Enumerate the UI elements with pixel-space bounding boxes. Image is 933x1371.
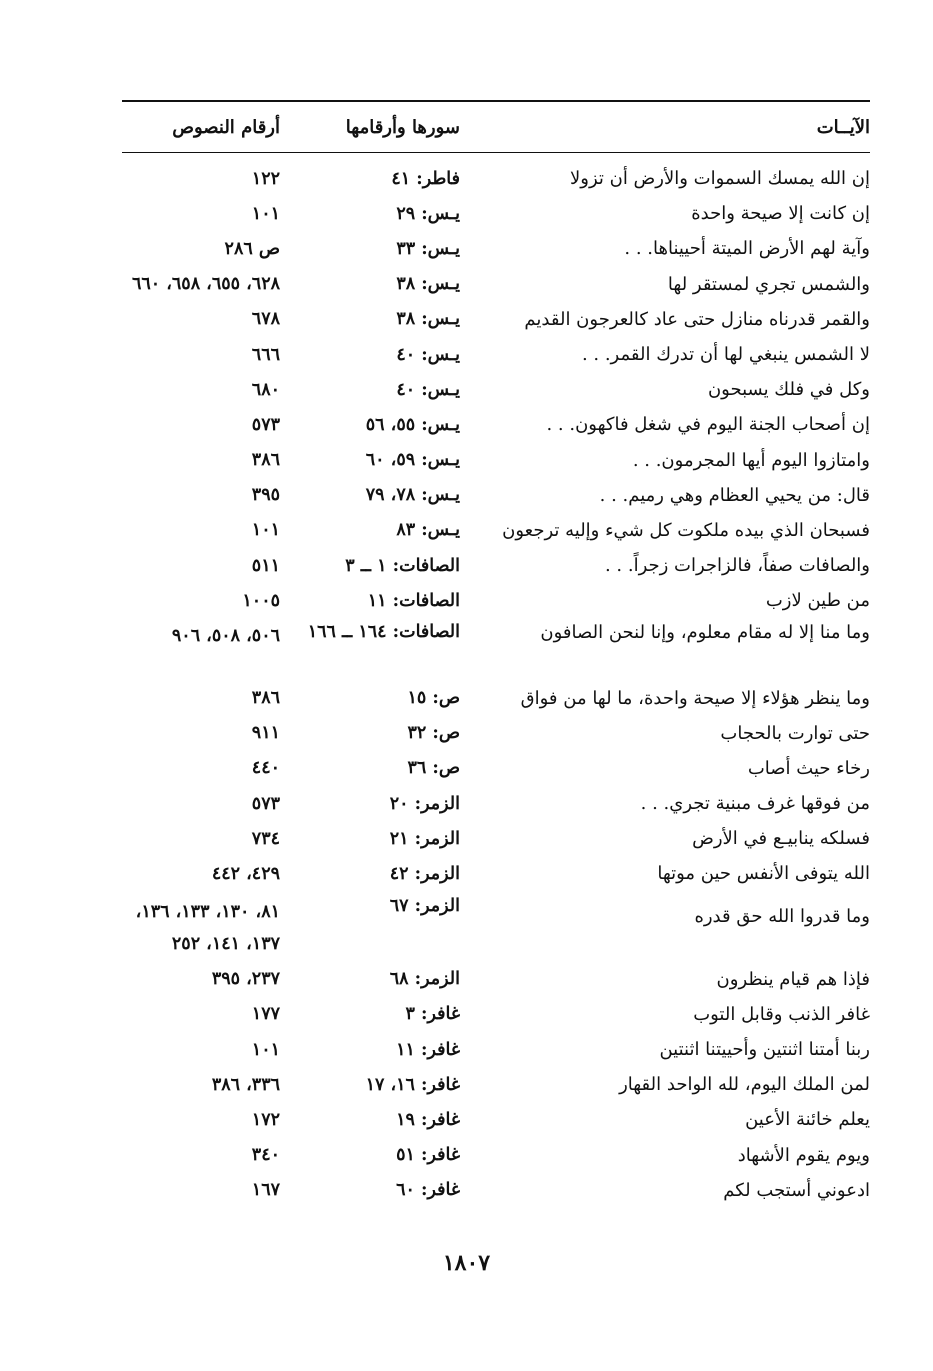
header-verses: الآيــات (816, 116, 870, 138)
table-row (122, 302, 870, 337)
verse-text: وما قدروا الله حق قدره (694, 905, 870, 927)
table-row (122, 821, 870, 856)
text-numbers: ١٠١ (251, 203, 280, 224)
sura-reference: ص: ٣٦ (407, 758, 460, 779)
verse-text: لا الشمس ينبغي لها أن تدرك القمر. . . (581, 344, 870, 366)
verse-text: حتى توارت بالحجاب (720, 722, 870, 744)
verse-text: إن كانت إلا صيحة واحدة (691, 203, 870, 225)
verse-text: ويوم يقوم الأشهاد (737, 1144, 870, 1166)
text-numbers: ٦٢٨، ٦٥٥، ٦٥٨، ٦٦٠ (131, 274, 280, 295)
verse-text: ربنا أمتنا اثنتين وأحييتنا اثنتين (659, 1039, 870, 1061)
verse-text: وامتازوا اليوم أيها المجرمون. . . (632, 449, 870, 471)
sura-reference: الزمر: ٦٧ (389, 895, 460, 916)
index-table (122, 100, 870, 1208)
text-numbers: ٥١١ (251, 555, 280, 576)
table-row (122, 1032, 870, 1067)
table-row (122, 161, 870, 196)
text-numbers: ٨١، ١٣٠، ١٣٣، ١٣٦، ١٣٧، ١٤١، ٢٥٢ (135, 901, 280, 954)
table-row (122, 997, 870, 1032)
header-rule (122, 152, 870, 153)
table-row (122, 407, 870, 442)
text-numbers: ١٢٢ (251, 168, 280, 189)
table-row (122, 1138, 870, 1173)
verse-text: والقمر قدرناه منازل حتى عاد كالعرجون القديم (524, 308, 870, 330)
sura-reference: غافر: ١٩ (396, 1109, 460, 1130)
text-numbers: ١٦٧ (251, 1180, 280, 1201)
table-row (122, 583, 870, 618)
sura-reference: غافر: ١٦، ١٧ (365, 1074, 460, 1095)
text-numbers: ١٧٢ (251, 1109, 280, 1130)
page-number: ١٨٠٧ (442, 1250, 491, 1276)
table-row (122, 548, 870, 583)
sura-reference: غافر: ١١ (396, 1039, 460, 1060)
table-row (122, 680, 870, 715)
header-numbers: أرقام النصوص (172, 116, 280, 138)
table-row (122, 716, 870, 751)
text-numbers: ٣٩٥ (251, 485, 280, 506)
verse-text: فسبحان الذي بيده ملكوت كل شيء وإليه ترجعون (502, 519, 870, 541)
table-row (122, 1067, 870, 1102)
verse-text: غافر الذنب وقابل التوب (693, 1003, 870, 1025)
sura-reference: الزمر: ٢٠ (389, 793, 460, 814)
table-row (122, 196, 870, 231)
text-numbers: ٢٣٧، ٣٩٥ (211, 969, 280, 990)
verse-text: رخاء حيث أصاب (747, 757, 870, 779)
text-numbers: ٥٧٣ (251, 414, 280, 435)
text-numbers: ٣٨٦ (251, 688, 280, 709)
text-numbers: ٦٦٦ (251, 344, 280, 365)
table-row (122, 267, 870, 302)
table-row (122, 786, 870, 821)
table-body (122, 161, 870, 1208)
table-row (122, 1102, 870, 1137)
sura-reference: يـس: ٢٩ (396, 203, 460, 224)
sura-reference: الزمر: ٤٢ (389, 863, 460, 884)
table-header (122, 102, 870, 152)
verse-text: والصافات صفاً، فالزاجرات زجراً. . . (604, 555, 870, 577)
sura-reference: يـس: ٣٨ (396, 274, 460, 295)
sura-reference: يـس: ٧٨، ٧٩ (365, 485, 460, 506)
sura-reference: يـس: ٤٠ (396, 344, 460, 365)
table-row (122, 478, 870, 513)
sura-reference: يـس: ٥٩، ٦٠ (365, 450, 460, 471)
text-numbers: ١٠١ (251, 520, 280, 541)
table-row (122, 513, 870, 548)
text-numbers: ٦٨٠ (251, 379, 280, 400)
sura-reference: الزمر: ٦٨ (389, 969, 460, 990)
verse-text: إن الله يمسك السموات والأرض أن تزولا (569, 168, 870, 190)
table-row (122, 1173, 870, 1208)
sura-reference: غافر: ٥١ (396, 1145, 460, 1166)
verse-text: وما منا إلا له مقام معلوم، وإنا لنحن الصافون (540, 622, 870, 644)
verse-text: ادعوني أستجب لكم (723, 1179, 870, 1201)
text-numbers: ٣٣٦، ٣٨٦ (211, 1074, 280, 1095)
text-numbers: ص ٢٨٦ (224, 238, 280, 259)
text-numbers: ١٧٧ (251, 1004, 280, 1025)
verse-text: قال: من يحيي العظام وهي رميم. . . (599, 484, 870, 506)
verse-text: يعلم خائنة الأعين (745, 1109, 870, 1131)
verse-text: من فوقها غرف مبنية تجري. . . (640, 793, 870, 815)
text-numbers: ٣٤٠ (251, 1145, 280, 1166)
sura-reference: ص: ٣٢ (407, 723, 460, 744)
text-numbers: ٤٢٩، ٤٤٢ (211, 863, 280, 884)
header-suras: سورها وأرقامها (345, 116, 460, 138)
verse-text: وآية لهم الأرض الميتة أحييناها. . . (624, 238, 870, 260)
verse-text: إن أصحاب الجنة اليوم في شغل فاكهون. . . (546, 414, 870, 436)
sura-reference: غافر: ٣ (405, 1004, 460, 1025)
text-numbers: ٥٠٦، ٥٠٨، ٩٠٦ (171, 626, 280, 647)
sura-reference: الصافات: ١٦٤ ــ ١٦٦ (307, 622, 460, 643)
verse-text: فسلكه ينابيـع في الأرض (692, 828, 870, 850)
verse-text: وكل في فلك يسبحون (707, 379, 870, 401)
sura-reference: يـس: ٨٣ (396, 520, 460, 541)
sura-reference: غافر: ٦٠ (396, 1180, 460, 1201)
text-numbers: ١٠٠٥ (242, 590, 280, 611)
table-row (122, 751, 870, 786)
text-numbers: ٤٤٠ (251, 758, 280, 779)
table-row (122, 372, 870, 407)
text-numbers: ٩١١ (251, 723, 280, 744)
table-row (122, 618, 870, 680)
sura-reference: يـس: ٣٣ (396, 238, 460, 259)
table-row (122, 443, 870, 478)
table-row (122, 856, 870, 891)
sura-reference: يـس: ٥٥، ٥٦ (365, 414, 460, 435)
text-numbers: ٥٧٣ (251, 793, 280, 814)
sura-reference: يـس: ٣٨ (396, 309, 460, 330)
text-numbers: ٦٧٨ (251, 309, 280, 330)
verse-text: من طين لازب (765, 590, 870, 612)
verse-text: الله يتوفى الأنفس حين موتها (657, 863, 870, 885)
table-row (122, 231, 870, 266)
verse-text: والشمس تجري لمستقر لها (667, 273, 870, 295)
sura-reference: الصافات: ١١ (367, 590, 460, 611)
sura-reference: يـس: ٤٠ (396, 379, 460, 400)
verse-text: لمن الملك اليوم، لله الواحد القهار (619, 1074, 870, 1096)
sura-reference: الصافات: ١ ــ ٣ (345, 555, 460, 576)
text-numbers: ١٠١ (251, 1039, 280, 1060)
text-numbers: ٣٨٦ (251, 450, 280, 471)
verse-text: فإذا هم قيام ينظرون (716, 968, 870, 990)
sura-reference: ص: ١٥ (407, 688, 460, 709)
text-numbers: ٧٣٤ (251, 828, 280, 849)
sura-reference: الزمر: ٢١ (389, 828, 460, 849)
sura-reference: فاطر: ٤١ (391, 168, 460, 189)
table-row (122, 337, 870, 372)
table-row (122, 892, 870, 962)
table-row (122, 962, 870, 997)
verse-text: وما ينظر هؤلاء إلا صيحة واحدة، ما لها من فواق (520, 687, 870, 709)
